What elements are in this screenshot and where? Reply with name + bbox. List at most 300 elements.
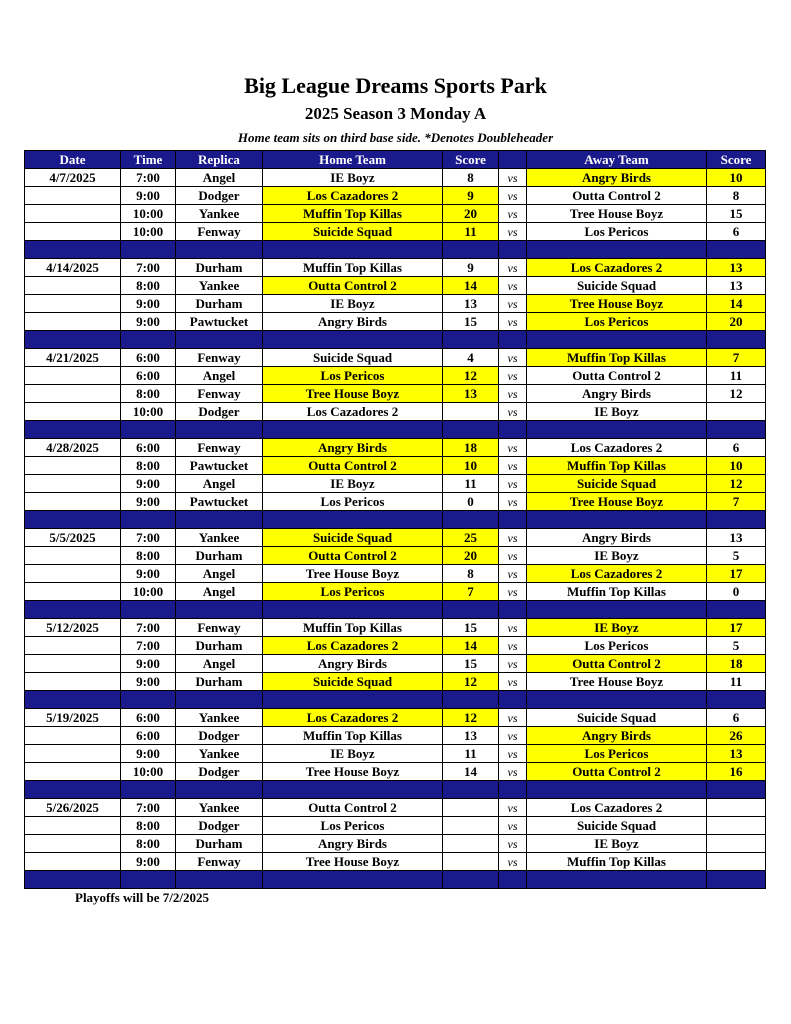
separator-cell [707, 241, 766, 259]
separator-cell [499, 871, 527, 889]
game-date [25, 457, 121, 475]
game-time: 10:00 [121, 763, 176, 781]
away-team: Tree House Boyz [527, 673, 707, 691]
vs-label: vs [499, 583, 527, 601]
game-row [25, 403, 766, 421]
game-row [25, 223, 766, 241]
home-team: Tree House Boyz [263, 763, 443, 781]
home-team: Suicide Squad [263, 673, 443, 691]
away-team: IE Boyz [527, 547, 707, 565]
vs-label: vs [499, 457, 527, 475]
game-replica-field: Dodger [176, 187, 263, 205]
separator-cell [499, 511, 527, 529]
separator-cell [707, 871, 766, 889]
vs-label: vs [499, 835, 527, 853]
game-date [25, 403, 121, 421]
home-score: 9 [443, 187, 499, 205]
game-replica-field: Angel [176, 655, 263, 673]
home-score: 14 [443, 637, 499, 655]
game-replica-field: Fenway [176, 223, 263, 241]
vs-label: vs [499, 745, 527, 763]
home-score [443, 817, 499, 835]
game-replica-field: Fenway [176, 439, 263, 457]
away-team: Los Cazadores 2 [527, 799, 707, 817]
home-team: Los Cazadores 2 [263, 637, 443, 655]
away-score: 13 [707, 277, 766, 295]
game-row [25, 565, 766, 583]
vs-label: vs [499, 367, 527, 385]
game-time: 9:00 [121, 565, 176, 583]
separator-cell [121, 421, 176, 439]
away-team: Suicide Squad [527, 277, 707, 295]
away-score: 11 [707, 367, 766, 385]
page-subtitle: 2025 Season 3 Monday A [304, 104, 487, 123]
game-row [25, 817, 766, 835]
game-replica-field: Dodger [176, 403, 263, 421]
game-replica-field: Pawtucket [176, 493, 263, 511]
week-separator [25, 691, 766, 709]
game-replica-field: Yankee [176, 277, 263, 295]
game-replica-field: Angel [176, 475, 263, 493]
game-date: 5/5/2025 [25, 529, 121, 547]
away-team: Suicide Squad [527, 817, 707, 835]
game-row [25, 529, 766, 547]
vs-label: vs [499, 727, 527, 745]
separator-cell [121, 601, 176, 619]
game-time: 8:00 [121, 835, 176, 853]
game-time: 10:00 [121, 223, 176, 241]
home-team-note: Home team sits on third base side. *Denotes Doubleheader [237, 130, 554, 145]
separator-cell [25, 781, 121, 799]
separator-cell [443, 601, 499, 619]
separator-cell [121, 871, 176, 889]
game-date [25, 205, 121, 223]
home-team: Los Cazadores 2 [263, 709, 443, 727]
separator-cell [499, 421, 527, 439]
separator-cell [499, 331, 527, 349]
game-time: 7:00 [121, 799, 176, 817]
vs-label: vs [499, 655, 527, 673]
away-team: Outta Control 2 [527, 367, 707, 385]
separator-cell [499, 781, 527, 799]
home-team: Outta Control 2 [263, 547, 443, 565]
away-score: 16 [707, 763, 766, 781]
vs-label: vs [499, 223, 527, 241]
game-replica-field: Durham [176, 673, 263, 691]
away-score: 18 [707, 655, 766, 673]
home-score: 13 [443, 295, 499, 313]
away-team: Angry Birds [527, 529, 707, 547]
separator-cell [263, 691, 443, 709]
col-date-header: Date [25, 151, 121, 169]
away-team: IE Boyz [527, 403, 707, 421]
separator-cell [527, 871, 707, 889]
home-score: 14 [443, 277, 499, 295]
vs-label: vs [499, 349, 527, 367]
vs-label: vs [499, 259, 527, 277]
vs-label: vs [499, 187, 527, 205]
home-team: IE Boyz [263, 169, 443, 187]
away-score: 12 [707, 385, 766, 403]
home-team: Angry Birds [263, 655, 443, 673]
game-date [25, 817, 121, 835]
game-date [25, 313, 121, 331]
game-row [25, 313, 766, 331]
game-replica-field: Fenway [176, 619, 263, 637]
game-replica-field: Durham [176, 835, 263, 853]
vs-label: vs [499, 493, 527, 511]
away-team: Tree House Boyz [527, 205, 707, 223]
away-team: IE Boyz [527, 835, 707, 853]
home-score: 12 [443, 673, 499, 691]
game-time: 10:00 [121, 583, 176, 601]
game-replica-field: Dodger [176, 817, 263, 835]
week-separator [25, 511, 766, 529]
col-home-score-header: Score [443, 151, 499, 169]
week-separator [25, 331, 766, 349]
vs-label: vs [499, 565, 527, 583]
home-team: Tree House Boyz [263, 385, 443, 403]
home-score: 14 [443, 763, 499, 781]
home-team: Tree House Boyz [263, 565, 443, 583]
separator-cell [707, 691, 766, 709]
game-replica-field: Yankee [176, 205, 263, 223]
game-replica-field: Angel [176, 169, 263, 187]
away-team: Muffin Top Killas [527, 457, 707, 475]
away-team: Los Cazadores 2 [527, 565, 707, 583]
home-score: 7 [443, 583, 499, 601]
away-score: 13 [707, 259, 766, 277]
game-date [25, 493, 121, 511]
separator-cell [707, 421, 766, 439]
game-date: 4/21/2025 [25, 349, 121, 367]
home-score: 25 [443, 529, 499, 547]
home-score: 15 [443, 619, 499, 637]
home-score: 20 [443, 547, 499, 565]
home-team: Muffin Top Killas [263, 727, 443, 745]
vs-label: vs [499, 529, 527, 547]
home-team: Los Cazadores 2 [263, 187, 443, 205]
separator-cell [499, 601, 527, 619]
col-away-team-header: Away Team [527, 151, 707, 169]
away-score: 12 [707, 475, 766, 493]
separator-cell [121, 511, 176, 529]
game-row [25, 439, 766, 457]
game-row [25, 727, 766, 745]
game-time: 9:00 [121, 187, 176, 205]
away-score [707, 403, 766, 421]
separator-cell [707, 331, 766, 349]
game-date [25, 277, 121, 295]
separator-cell [527, 241, 707, 259]
game-date: 4/28/2025 [25, 439, 121, 457]
game-date [25, 745, 121, 763]
separator-cell [527, 691, 707, 709]
game-date [25, 547, 121, 565]
separator-cell [707, 601, 766, 619]
game-time: 8:00 [121, 277, 176, 295]
separator-cell [25, 241, 121, 259]
separator-cell [499, 691, 527, 709]
game-date: 4/7/2025 [25, 169, 121, 187]
home-team: IE Boyz [263, 745, 443, 763]
separator-cell [443, 871, 499, 889]
game-time: 9:00 [121, 745, 176, 763]
game-date [25, 295, 121, 313]
away-team: Outta Control 2 [527, 763, 707, 781]
game-date [25, 385, 121, 403]
game-replica-field: Durham [176, 637, 263, 655]
game-date [25, 367, 121, 385]
game-date: 5/19/2025 [25, 709, 121, 727]
game-row [25, 745, 766, 763]
home-score [443, 403, 499, 421]
away-score: 6 [707, 439, 766, 457]
separator-cell [527, 421, 707, 439]
game-replica-field: Durham [176, 547, 263, 565]
away-team: Outta Control 2 [527, 187, 707, 205]
away-team: Angry Birds [527, 385, 707, 403]
game-time: 6:00 [121, 727, 176, 745]
game-date [25, 673, 121, 691]
home-score: 9 [443, 259, 499, 277]
game-time: 7:00 [121, 619, 176, 637]
home-team: Suicide Squad [263, 223, 443, 241]
page-title: Big League Dreams Sports Park [244, 73, 547, 98]
game-date [25, 583, 121, 601]
game-replica-field: Angel [176, 367, 263, 385]
separator-cell [176, 871, 263, 889]
game-row [25, 169, 766, 187]
separator-cell [263, 601, 443, 619]
header-row [25, 151, 766, 169]
separator-cell [707, 511, 766, 529]
game-replica-field: Pawtucket [176, 313, 263, 331]
game-time: 9:00 [121, 655, 176, 673]
game-time: 9:00 [121, 475, 176, 493]
away-team: Los Pericos [527, 223, 707, 241]
vs-label: vs [499, 205, 527, 223]
away-team: Muffin Top Killas [527, 349, 707, 367]
home-score: 18 [443, 439, 499, 457]
game-row [25, 277, 766, 295]
separator-cell [176, 331, 263, 349]
away-score [707, 799, 766, 817]
game-date [25, 853, 121, 871]
home-score: 11 [443, 475, 499, 493]
away-score: 5 [707, 637, 766, 655]
separator-cell [443, 781, 499, 799]
separator-cell [443, 421, 499, 439]
game-row [25, 619, 766, 637]
separator-cell [121, 781, 176, 799]
home-team: Outta Control 2 [263, 457, 443, 475]
game-time: 6:00 [121, 439, 176, 457]
home-score: 11 [443, 223, 499, 241]
col-away-score-header: Score [707, 151, 766, 169]
game-time: 6:00 [121, 367, 176, 385]
game-row [25, 835, 766, 853]
game-time: 8:00 [121, 817, 176, 835]
game-time: 6:00 [121, 349, 176, 367]
away-score: 10 [707, 169, 766, 187]
home-score: 0 [443, 493, 499, 511]
separator-cell [121, 691, 176, 709]
game-row [25, 547, 766, 565]
home-team: Outta Control 2 [263, 799, 443, 817]
vs-label: vs [499, 817, 527, 835]
away-score: 5 [707, 547, 766, 565]
game-row [25, 259, 766, 277]
separator-cell [499, 241, 527, 259]
game-row [25, 367, 766, 385]
away-score: 26 [707, 727, 766, 745]
game-date [25, 763, 121, 781]
vs-label: vs [499, 619, 527, 637]
game-date [25, 727, 121, 745]
away-team: Muffin Top Killas [527, 853, 707, 871]
game-replica-field: Fenway [176, 385, 263, 403]
away-team: Los Cazadores 2 [527, 439, 707, 457]
game-row [25, 799, 766, 817]
game-date [25, 835, 121, 853]
home-team: Outta Control 2 [263, 277, 443, 295]
away-team: Outta Control 2 [527, 655, 707, 673]
away-score: 20 [707, 313, 766, 331]
week-separator [25, 241, 766, 259]
col-replica-header: Replica [176, 151, 263, 169]
separator-cell [176, 691, 263, 709]
game-time: 7:00 [121, 259, 176, 277]
vs-label: vs [499, 637, 527, 655]
vs-label: vs [499, 403, 527, 421]
separator-cell [263, 511, 443, 529]
game-row [25, 709, 766, 727]
home-team: Los Pericos [263, 817, 443, 835]
home-team: Los Pericos [263, 493, 443, 511]
home-team: Suicide Squad [263, 349, 443, 367]
vs-label: vs [499, 763, 527, 781]
col-vs-header [499, 151, 527, 169]
separator-cell [263, 421, 443, 439]
game-date [25, 565, 121, 583]
separator-cell [263, 331, 443, 349]
home-team: Suicide Squad [263, 529, 443, 547]
game-replica-field: Durham [176, 259, 263, 277]
home-score: 10 [443, 457, 499, 475]
away-score: 15 [707, 205, 766, 223]
game-row [25, 457, 766, 475]
vs-label: vs [499, 385, 527, 403]
game-row [25, 475, 766, 493]
home-score: 13 [443, 727, 499, 745]
away-score [707, 817, 766, 835]
home-score: 12 [443, 367, 499, 385]
home-team: Muffin Top Killas [263, 205, 443, 223]
game-replica-field: Yankee [176, 529, 263, 547]
game-date [25, 655, 121, 673]
game-replica-field: Fenway [176, 853, 263, 871]
game-time: 10:00 [121, 403, 176, 421]
week-separator [25, 421, 766, 439]
vs-label: vs [499, 799, 527, 817]
separator-cell [263, 781, 443, 799]
game-row [25, 205, 766, 223]
away-team: IE Boyz [527, 619, 707, 637]
game-time: 9:00 [121, 673, 176, 691]
home-score [443, 799, 499, 817]
home-score [443, 835, 499, 853]
game-time: 7:00 [121, 529, 176, 547]
game-row [25, 493, 766, 511]
vs-label: vs [499, 475, 527, 493]
away-team: Tree House Boyz [527, 295, 707, 313]
game-row [25, 187, 766, 205]
col-time-header: Time [121, 151, 176, 169]
separator-cell [25, 691, 121, 709]
game-replica-field: Dodger [176, 763, 263, 781]
separator-cell [527, 331, 707, 349]
separator-cell [176, 601, 263, 619]
home-team: Angry Birds [263, 835, 443, 853]
separator-cell [25, 601, 121, 619]
game-replica-field: Angel [176, 565, 263, 583]
away-score: 11 [707, 673, 766, 691]
separator-cell [25, 331, 121, 349]
game-replica-field: Yankee [176, 745, 263, 763]
separator-cell [176, 511, 263, 529]
home-score: 8 [443, 169, 499, 187]
week-separator [25, 781, 766, 799]
vs-label: vs [499, 277, 527, 295]
away-score: 14 [707, 295, 766, 313]
away-team: Los Cazadores 2 [527, 259, 707, 277]
game-row [25, 853, 766, 871]
game-replica-field: Yankee [176, 709, 263, 727]
game-row [25, 295, 766, 313]
home-score: 15 [443, 655, 499, 673]
home-score: 4 [443, 349, 499, 367]
game-date [25, 223, 121, 241]
game-row [25, 385, 766, 403]
away-score: 6 [707, 709, 766, 727]
away-team: Muffin Top Killas [527, 583, 707, 601]
away-team: Los Pericos [527, 637, 707, 655]
separator-cell [121, 241, 176, 259]
game-time: 9:00 [121, 853, 176, 871]
game-time: 8:00 [121, 547, 176, 565]
away-score [707, 853, 766, 871]
home-score: 11 [443, 745, 499, 763]
vs-label: vs [499, 169, 527, 187]
schedule-table [24, 150, 766, 889]
separator-cell [443, 511, 499, 529]
separator-cell [176, 781, 263, 799]
away-score: 13 [707, 529, 766, 547]
separator-cell [443, 691, 499, 709]
home-team: IE Boyz [263, 295, 443, 313]
vs-label: vs [499, 673, 527, 691]
col-home-team-header: Home Team [263, 151, 443, 169]
away-team: Suicide Squad [527, 475, 707, 493]
game-replica-field: Angel [176, 583, 263, 601]
away-score: 6 [707, 223, 766, 241]
away-score [707, 835, 766, 853]
away-team: Angry Birds [527, 169, 707, 187]
separator-cell [263, 241, 443, 259]
away-team: Suicide Squad [527, 709, 707, 727]
game-row [25, 763, 766, 781]
